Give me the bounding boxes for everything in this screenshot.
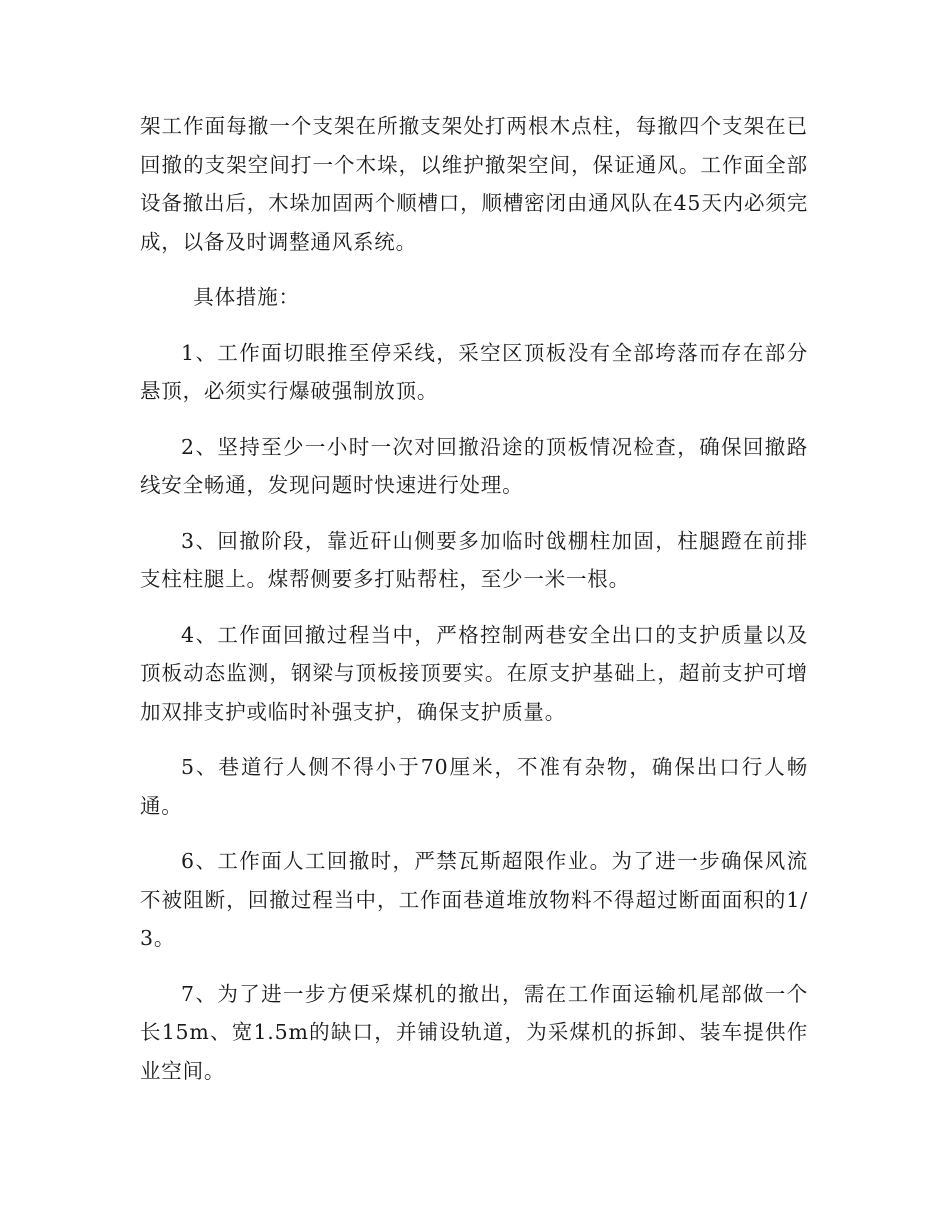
paragraph-continuation: 架工作面每撤一个支架在所撤支架处打两根木点柱，每撤四个支架在已回撤的支架空间打一个木垛，以维护撤架空间，保证通风。工作面全部设备撤出后，木垛加固两个顺槽口，顺槽密闭由通风队在45天内必须完成，以备及时调整通风系统。 [140,114,808,254]
document-body [140,107,808,1107]
measure-item-5: 5、巷道行人侧不得小于70厘米，不准有杂物，确保出口行人畅通。 [140,755,808,818]
measure-item-2: 2、坚持至少一小时一次对回撤沿途的顶板情况检查，确保回撤路线安全畅通，发现问题时快速进行处理。 [140,434,808,497]
measure-item-4: 4、工作面回撤过程当中，严格控制两巷安全出口的支护质量以及顶板动态监测，钢梁与顶板接顶要实。在原支护基础上，超前支护可增加双排支护或临时补强支护，确保支护质量。 [140,622,808,724]
measure-item-6: 6、工作面人工回撤时，严禁瓦斯超限作业。为了进一步确保风流不被阻断，回撤过程当中，工作面巷道堆放物料不得超过断面面积的1/3。 [140,849,808,950]
measure-item-3: 3、回撤阶段，靠近矸山侧要多加临时戗棚柱加固，柱腿蹬在前排支柱柱腿上。煤帮侧要多打贴帮柱，至少一米一根。 [140,528,808,591]
section-heading-measures: 具体措施： [193,285,300,309]
measure-item-7: 7、为了进一步方便采煤机的撤出，需在工作面运输机尾部做一个长15m、宽1.5m的缺口，并铺设轨道，为采煤机的拆卸、装车提供作业空间。 [140,981,808,1083]
measure-item-1: 1、工作面切眼推至停采线，采空区顶板没有全部垮落而存在部分悬顶，必须实行爆破强制放顶。 [140,340,808,403]
